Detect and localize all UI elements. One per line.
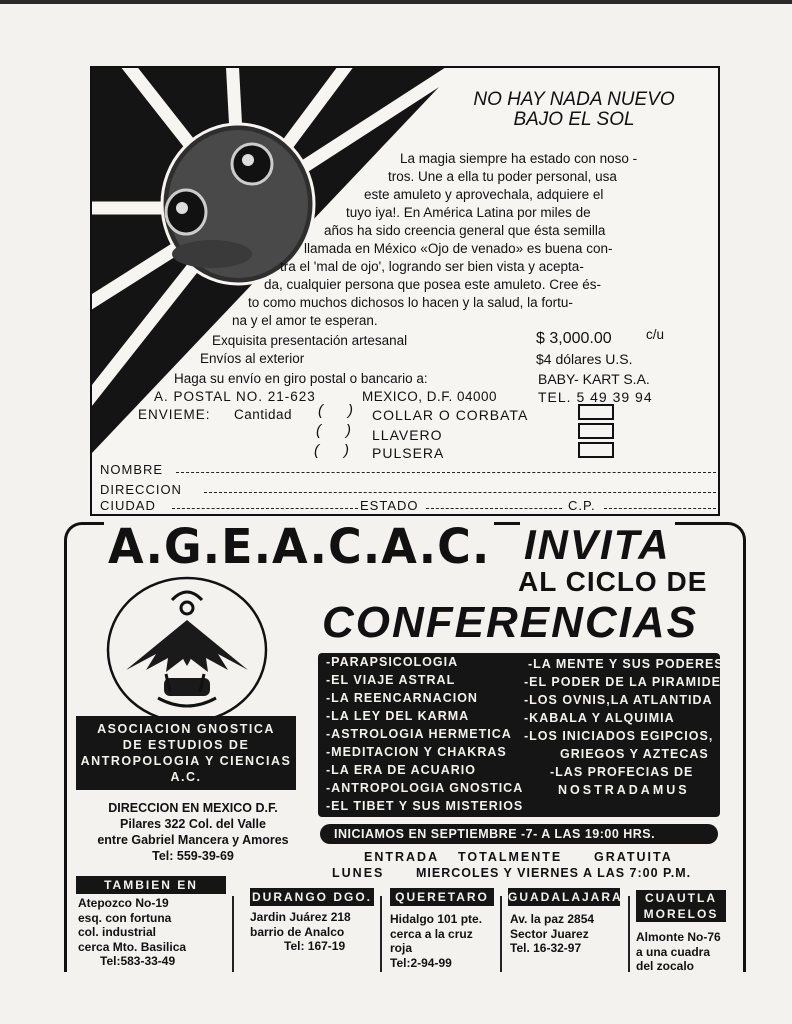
city-postal-code: MEXICO, D.F. 04000 [362, 389, 498, 404]
headline-line: BAJO EL SOL [513, 109, 635, 130]
city-field-label: CIUDAD [100, 498, 156, 513]
body-line: llamada en México «Ojo de venado» es buena con- [304, 241, 613, 256]
eagle-seal-logo [106, 574, 268, 720]
topic-item: -EL TIBET Y SUS MISTERIOS [326, 799, 524, 813]
city-address-line: cerca a la cruz [390, 926, 473, 941]
presentation-label: Exquisita presentación artesanal [212, 333, 408, 348]
city-address-line: Almonte No-76 [636, 930, 721, 944]
option-pulsera: PULSERA [372, 445, 445, 461]
phone-number: TEL. 5 49 39 94 [538, 389, 653, 405]
city-field[interactable] [172, 508, 358, 509]
city-address-line: barrio de Analco [250, 924, 345, 939]
body-line: da, cualquier persona que posea este amuleto. Cree és- [264, 277, 601, 292]
price-unit: c/u [646, 327, 665, 342]
column-divider [232, 896, 234, 972]
topic-item: -EL VIAJE ASTRAL [326, 673, 456, 687]
option-llavero: LLAVERO [372, 427, 443, 443]
topic-item: -LA MENTE Y SUS PODERES [528, 657, 724, 671]
association-line: ASOCIACION GNOSTICA [97, 722, 275, 736]
city-address-line: Tel:583-33-49 [100, 954, 176, 968]
page-top-edge [0, 0, 792, 4]
invita-heading: INVITA [520, 520, 675, 570]
city-address-line: Jardin Juárez 218 [250, 910, 351, 924]
amulet-advertisement [90, 66, 720, 516]
entrada-text: ENTRADA [364, 850, 440, 864]
quantity-bracket: ( ) [318, 402, 353, 419]
zip-field[interactable] [604, 508, 716, 509]
city-label-mexico: TAMBIEN EN [76, 876, 226, 894]
price-us: $4 dólares U.S. [536, 351, 633, 367]
schedule-days: MIERCOLES Y VIERNES A LAS 7:00 P.M. [416, 866, 692, 880]
organization-title: A.G.E.A.C.A.C. [104, 517, 494, 576]
quantity-bracket: ( ) [314, 442, 349, 459]
city-address [250, 910, 351, 954]
city-address [636, 930, 721, 974]
city-address [390, 912, 482, 970]
association-line: ANTROPOLOGIA Y CIENCIAS [80, 754, 292, 768]
city-address-line: del zocalo [636, 959, 695, 973]
quantity-label: Cantidad [234, 407, 293, 422]
shipping-label: Envíos al exterior [200, 351, 305, 366]
city-address [510, 912, 594, 956]
topic-item: -LAS PROFECIAS DE [550, 765, 694, 779]
column-divider [500, 896, 502, 972]
association-name-box [76, 716, 296, 790]
topic-item: NOSTRADAMUS [558, 783, 690, 797]
column-divider [628, 896, 630, 972]
body-line: este amuleto y aprovechala, adquiere el [364, 187, 604, 202]
topic-item: -ASTROLOGIA HERMETICA [326, 727, 512, 741]
address-field-label: DIRECCION [100, 482, 182, 497]
name-field-label: NOMBRE [100, 462, 164, 477]
topic-item: -MEDITACION Y CHAKRAS [326, 745, 507, 759]
body-line: años ha sido creencia general que ésta semilla [324, 223, 606, 238]
city-address-line: esq. con fortuna [78, 910, 172, 925]
llavero-checkbox[interactable] [578, 423, 614, 439]
start-date-banner: INICIAMOS EN SEPTIEMBRE -7- A LAS 19:00 HRS. [320, 824, 718, 844]
mexico-address [80, 800, 306, 864]
city-label-cuautla: CUAUTLA MORELOS [636, 890, 726, 922]
topic-item: -EL PODER DE LA PIRAMIDE [524, 675, 721, 689]
state-field[interactable] [426, 508, 562, 509]
entrada-text: TOTALMENTE [458, 850, 563, 864]
address-field[interactable] [204, 492, 716, 493]
conferencias-heading: CONFERENCIAS [322, 598, 699, 647]
topic-item: GRIEGOS Y AZTECAS [560, 747, 709, 761]
send-label: ENVIEME: [138, 407, 211, 422]
city-address-line: Tel. 16-32-97 [510, 941, 582, 955]
body-line: tros. Une a ella tu poder personal, usa [388, 169, 617, 184]
topic-item: -LA LEY DEL KARMA [326, 709, 470, 723]
topics-box [318, 653, 724, 817]
postal-box: A. POSTAL NO. 21-623 [154, 389, 316, 404]
company-name: BABY- KART S.A. [538, 371, 650, 387]
topic-item: -PARAPSICOLOGIA [326, 655, 459, 669]
topic-item: -LA REENCARNACION [326, 691, 478, 705]
zip-field-label: C.P. [568, 498, 596, 513]
topic-item: -LOS OVNIS,LA ATLANTIDA [524, 693, 713, 707]
body-line: La magia siempre ha estado con noso - [400, 151, 638, 166]
body-line: to como muchos dichosos lo hacen y la salud, la fortu- [248, 295, 573, 310]
collar-checkbox[interactable] [578, 404, 614, 420]
association-line: DE ESTUDIOS DE [122, 738, 250, 752]
city-address-line: Av. la paz 2854 [510, 912, 595, 926]
ad-headline [444, 90, 704, 130]
entrada-text: GRATUITA [594, 850, 673, 864]
column-divider [380, 896, 382, 972]
topic-item: -ANTROPOLOGIA GNOSTICA [326, 781, 524, 795]
headline-line: NO HAY NADA NUEVO [473, 89, 675, 110]
address-line: Tel: 559-39-69 [152, 849, 234, 863]
address-line: entre Gabriel Mancera y Amores [97, 833, 289, 847]
topic-item: -KABALA Y ALQUIMIA [524, 711, 675, 725]
body-line: tra el 'mal de ojo', logrando ser bien vista y acepta- [280, 259, 584, 274]
option-collar: COLLAR O CORBATA [372, 407, 529, 423]
state-field-label: ESTADO [360, 498, 419, 513]
address-line: DIRECCION EN MEXICO D.F. [108, 801, 278, 815]
city-address-line: a una cuadra [636, 944, 711, 959]
city-address-line: roja [390, 941, 413, 955]
body-line: na y el amor te esperan. [232, 313, 378, 328]
city-address-line: cerca Mto. Basilica [78, 939, 187, 954]
city-address-line: col. industrial [78, 925, 157, 939]
association-line: A.C. [170, 770, 202, 784]
city-address-line: Sector Juarez [510, 926, 589, 941]
city-label-durango: DURANGO DGO. [252, 890, 372, 904]
city-address-line: Tel:2-94-99 [390, 955, 452, 970]
city-label-guadalajara: GUADALAJARA [508, 890, 623, 904]
price-mx: $ 3,000.00 [536, 330, 612, 347]
city-address-line: Tel: 167-19 [284, 939, 346, 953]
al-ciclo-heading: AL CICLO DE [518, 566, 708, 597]
topic-item: -LA ERA DE ACUARIO [326, 763, 476, 777]
schedule-day: LUNES [332, 866, 385, 880]
quantity-bracket: ( ) [316, 422, 351, 439]
topic-item: -LOS INICIADOS EGIPCIOS, [524, 729, 714, 743]
city-label-queretaro: QUERETARO [390, 888, 494, 906]
city-address-line: Atepozco No-19 [78, 896, 169, 910]
address-line: Pilares 322 Col. del Valle [120, 817, 266, 831]
city-address [78, 896, 186, 969]
body-line: tuyo iya!. En América Latina por miles de [346, 205, 591, 220]
city-address-line: Hidalgo 101 pte. [390, 912, 483, 926]
name-field[interactable] [176, 472, 716, 473]
order-label: Haga su envío en giro postal o bancario a: [174, 371, 428, 386]
pulsera-checkbox[interactable] [578, 442, 614, 458]
